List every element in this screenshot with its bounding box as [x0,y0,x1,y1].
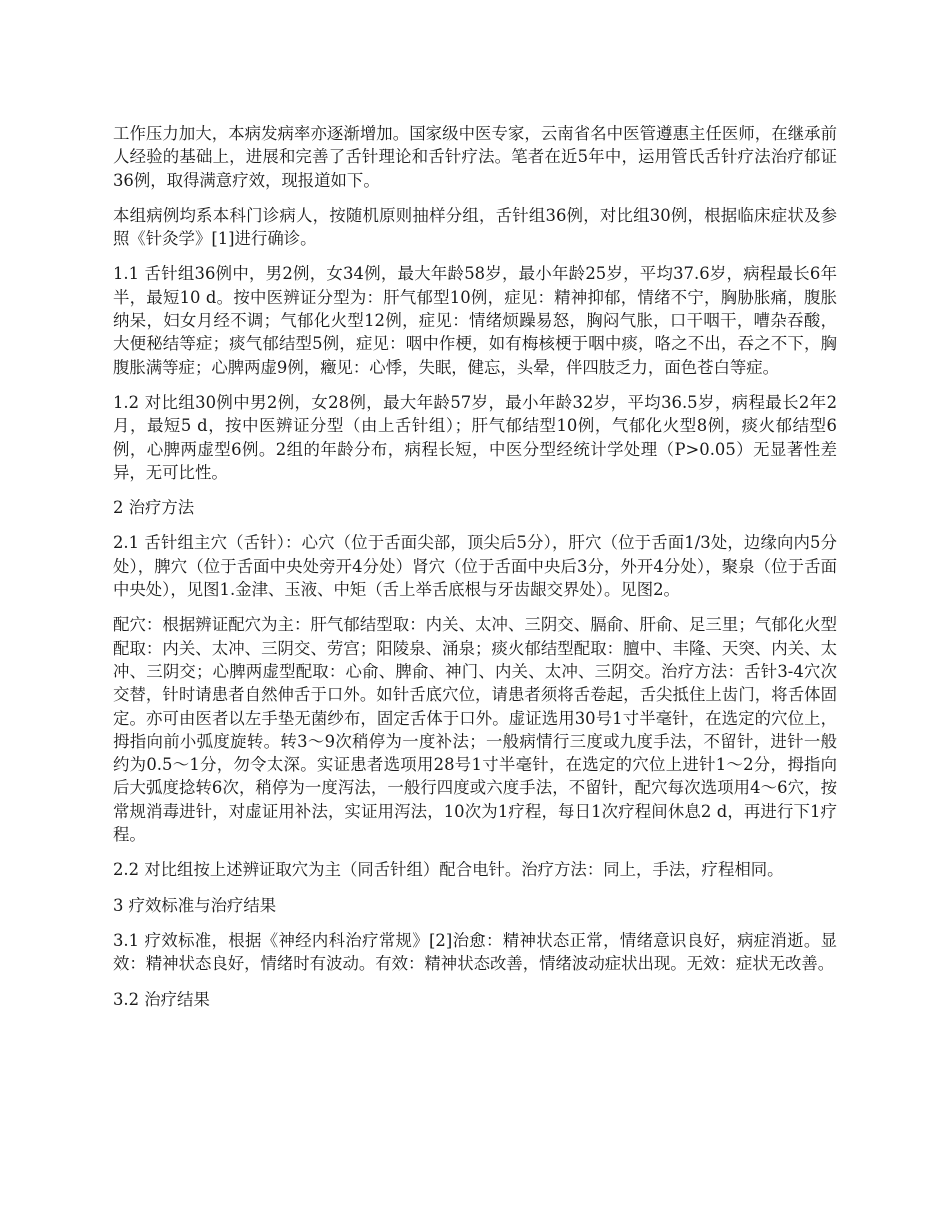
section-3-heading: 3 疗效标准与治疗结果 [113,895,277,915]
acupoint-matching-paragraph: 配穴：根据辨证配穴为主：肝气郁结型取：内关、太冲、三阴交、膈俞、肝俞、足三里；气郁化火型配取：内关、太冲、三阴交、劳宫；阳陵泉、涌泉；痰火郁结型配取：膻中、丰隆、天突、内关、太冲、三阴交；心脾两虚型配取：心俞、脾俞、神门、内关、太冲、三阴交。治疗方法：舌针3-4穴次交替，针时请患者自然伸舌于口外。如针舌底穴位，请患者须将舌卷起，舌尖抵住上齿门，将舌体固定。亦可由医者以左手垫无菌纱布，固定舌体于口外。虚证选用30号1寸半毫针，在选定的穴位上，拇指向前小弧度旋转。转3～9次稍停为一度补法；一般病情行三度或九度手法，不留针，进针一般约为0.5～1分，勿令太深。实证患者选项用28号1寸半毫针，在选定的穴位上进针1～2分，拇指向后大弧度捻转6次，稍停为一度泻法，一般行四度或六度手法，不留针，配穴每次选项用4～6穴，按常规消毒进针，对虚证用补法，实证用泻法，10次为1疗程，每日1次疗程间休息2 d，再进行下1疗程。 [113,615,837,845]
section-2-2-paragraph: 2.2 对比组按上述辨证取穴为主（同舌针组）配合电针。治疗方法：同上，手法，疗程相同。 [113,860,784,880]
section-1-2-paragraph: 1.2 对比组30例中男2例，女28例，最大年龄57岁，最小年龄32岁，平均36.5岁，病程最长2年2月，最短5 d，按中医辨证分型（由上舌针组）；肝气郁结型10例，气郁化火型8例，痰火郁结型6例，心脾两虚型6例。2组的年龄分布，病程长短，中医分型经统计学处理（P>0.05）无显著性差异，无可比性。 [113,392,837,482]
section-3-2-heading: 3.2 治疗结果 [113,989,210,1009]
section-3-1-paragraph: 3.1 疗效标准，根据《神经内科治疗常规》[2]治愈：精神状态正常，情绪意识良好，病症消逝。显效：精神状态良好，情绪时有波动。有效：精神状态改善，情绪波动症状出现。无效：症状无改善。 [113,930,837,974]
case-source-paragraph: 本组病例均系本科门诊病人，按随机原则抽样分组，舌针组36例，对比组30例，根据临床症状及参照《针灸学》[1]进行确诊。 [113,205,837,249]
intro-paragraph: 工作压力加大，本病发病率亦逐渐增加。国家级中医专家，云南省名中医管遵惠主任医师，在继承前人经验的基础上，进展和完善了舌针理论和舌针疗法。笔者在近5年中，运用管氏舌针疗法治疗郁证36例，取得满意疗效，现报道如下。 [113,124,837,190]
section-2-1-paragraph: 2.1 舌针组主穴（舌针）：心穴（位于舌面尖部，顶尖后5分），肝穴（位于舌面1/3处，边缘向内5分处），脾穴（位于舌面中央处旁开4分处）肾穴（位于舌面中央后3分，外开4分处），聚泉（位于舌面中央处），见图1.金津、玉液、中矩（舌上举舌底根与牙齿龈交界处）。见图2。 [113,533,837,600]
section-1-1-paragraph: 1.1 舌针组36例中，男2例，女34例，最大年龄58岁，最小年龄25岁，平均37.6岁，病程最长6年半，最短10 d。按中医辨证分型为：肝气郁型10例，症见：精神抑郁，情绪不宁，胸胁胀痛，腹胀纳呆，妇女月经不调；气郁化火型12例，症见：情绪烦躁易怒，胸闷气胀，口干咽干，嘈杂吞酸，大便秘结等症；痰气郁结型5例，症见：咽中作梗，如有梅核梗于咽中痰，咯之不出，吞之不下，胸腹胀满等症；心脾两虚9例，癥见：心悸，失眠，健忘，头晕，伴四肢乏力，面色苍白等症。 [113,264,837,377]
section-2-heading: 2 治疗方法 [113,498,195,518]
document-page [113,122,837,1023]
